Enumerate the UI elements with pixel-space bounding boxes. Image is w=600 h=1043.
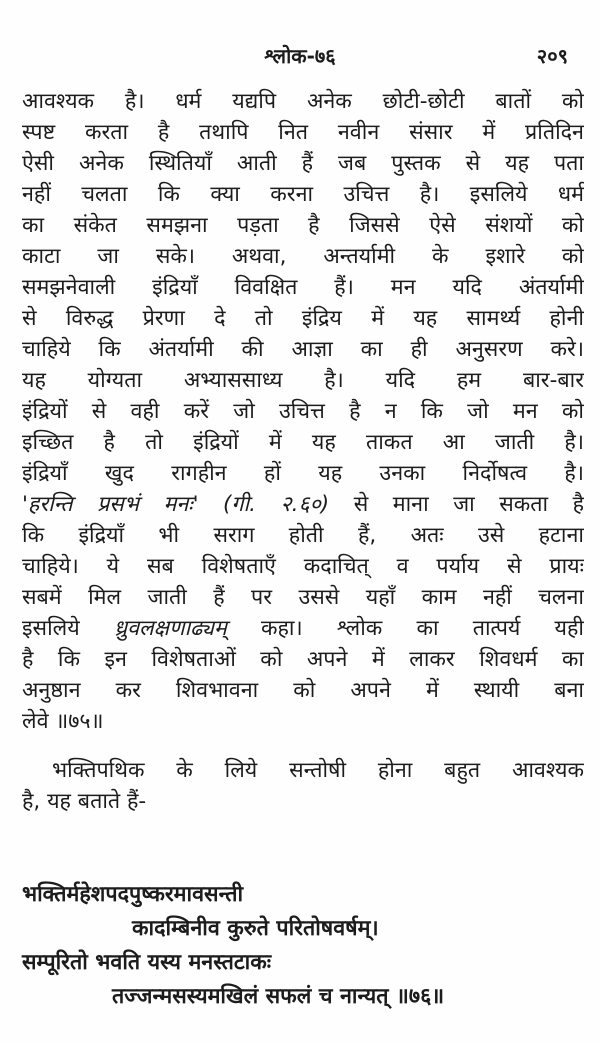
text-line: का संकेत समझना पड़ता है जिससे ऐसे संशयों को [22, 213, 584, 238]
verse-line-2: कादम्बिनीव कुरुते परितोषवर्षम्। [132, 916, 379, 941]
text-line: नहीं चलता कि क्या करना उचित्त है। इसलिये धर्म [22, 182, 584, 207]
text-line: इंद्रियों से वही करें जो उचित्त है न कि जो मन को [22, 399, 584, 424]
text-line: स्पष्ट करता है तथापि नित नवीन संसार में प्रतिदिन [22, 120, 584, 145]
text-line: आवश्यक है। धर्म यद्यपि अनेक छोटी-छोटी बातों को [22, 89, 584, 114]
text-line: चाहिये। ये सब विशेषताएँ कदाचित् व पर्याय से प्रायः [22, 554, 584, 579]
paragraph-gap [22, 737, 584, 755]
term-line [22, 613, 584, 644]
intro-line: है, यह बताते हैं- [22, 789, 147, 814]
text-line: काटा जा सके। अथवा, अन्तर्यामी के इशारे को [22, 244, 584, 269]
verse-term: ध्रुवलक्षणाढ्यम् [113, 616, 227, 641]
text-line: इच्छित है तो इंद्रियों में यह ताकत आ जाती है। [22, 430, 584, 455]
text-line: से विरुद्ध प्रेरणा दे तो इंद्रिय में यह सामर्थ्य होनी [22, 306, 584, 331]
text-line: समझनेवाली इंद्रियाँ विवक्षित हैं। मन यदि अंतर्यामी [22, 275, 584, 300]
commentary-paragraph [22, 86, 584, 817]
text-line: अनुष्ठान कर शिवभावना को अपने में स्थायी बना [22, 678, 584, 703]
quote-line-rest: से माना जा सकता है [353, 492, 584, 517]
term-line-before: इसलिये [22, 616, 80, 641]
quote-line [22, 489, 584, 520]
section-title: श्लोक-७६ [264, 44, 336, 68]
intro-line: भक्तिपथिक के लिये सन्तोषी होना बहुत आवश्यक [52, 758, 584, 783]
page-header [0, 40, 600, 74]
verse-line-1: भक्तिर्महेशपदपुष्करमावसन्ती [22, 882, 244, 907]
text-line: चाहिये कि अंतर्यामी की आज्ञा का ही अनुसरण करे। [22, 337, 584, 362]
text-line: ऐसी अनेक स्थितियाँ आती हैं जब पुस्तक से यह पता [22, 151, 584, 176]
text-line: इंद्रियाँ खुद रागहीन हों यह उनका निर्दोषत्व है। [22, 461, 584, 486]
verse-line-4: तज्जन्मसस्यमखिलं सफलं च नान्यत् ॥७६॥ [112, 984, 445, 1009]
gita-reference: (गी. २.६०) [223, 492, 330, 517]
text-line: है कि इन विशेषताओं को अपने में लाकर शिवधर्म का [22, 647, 584, 672]
verse-line-3: सम्पूरितो भवति यस्य मनस्तटाकः [22, 950, 272, 975]
sanskrit-verse [22, 878, 582, 1014]
text-line: यह योग्यता अभ्याससाध्य है। यदि हम बार-बार [22, 368, 584, 393]
text-line: कि इंद्रियाँ भी सराग होती हैं, अतः उसे हटाना [22, 523, 584, 548]
text-line: सबमें मिल जाती हैं पर उससे यहाँ काम नहीं चलना [22, 585, 584, 610]
term-line-after: कहा। श्लोक का तात्पर्य यही [261, 616, 584, 641]
gita-quote: 'हरन्ति प्रसभं मनः' [22, 492, 199, 517]
paragraph-end-line: लेवे ॥७५॥ [22, 709, 104, 734]
page-number: २०९ [536, 44, 568, 68]
